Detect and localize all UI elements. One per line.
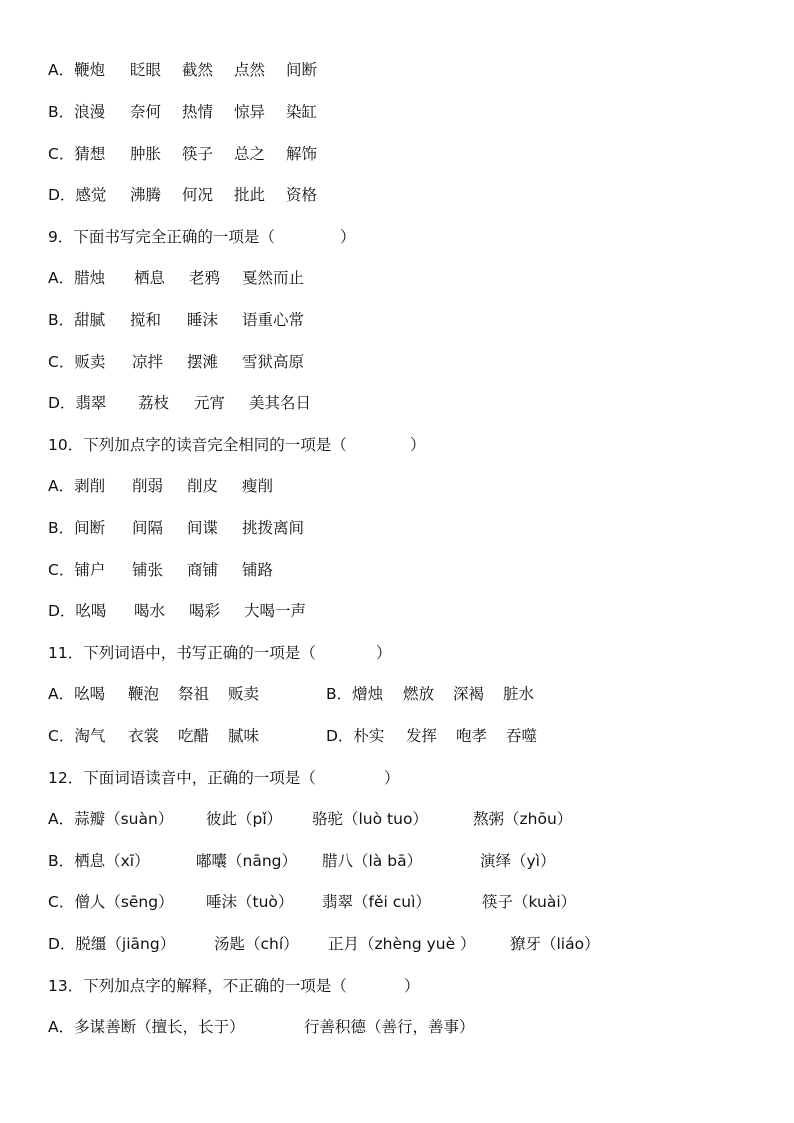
answer-blank-close: ）	[384, 769, 400, 787]
q9-option-d	[48, 390, 312, 416]
option-word: 大喝一声	[244, 602, 307, 620]
q13-option-a	[48, 1014, 475, 1040]
option-word: 间断	[286, 61, 318, 79]
option-word: 嘟囔（nāng）	[196, 852, 297, 870]
option-word: 筷子	[182, 145, 214, 163]
option-text: B．间断	[48, 519, 106, 537]
option-text: C．僧人（sēng）	[48, 893, 174, 911]
question-text: 9．下面书写完全正确的一项是（	[48, 228, 275, 246]
option-word: 削皮	[187, 477, 219, 495]
option-word: 喝彩	[189, 602, 221, 620]
option-word: 衣裳	[128, 727, 160, 745]
option-word: 间隔	[132, 519, 164, 537]
option-word: 铺路	[242, 561, 274, 579]
answer-blank-close: ）	[340, 228, 356, 246]
option-word: 老鸦	[189, 269, 221, 287]
option-text: A．蒜瓣（suàn）	[48, 810, 174, 828]
option-text: D．感觉	[48, 186, 107, 204]
q8-option-c	[48, 141, 318, 167]
option-word: 语重心常	[242, 311, 305, 329]
option-word: 商铺	[187, 561, 219, 579]
q10-option-d	[48, 598, 307, 624]
option-word: 美其名日	[249, 394, 312, 412]
q12-option-a	[48, 806, 573, 832]
option-word: 荔枝	[138, 394, 170, 412]
answer-blank-close: ）	[410, 436, 426, 454]
option-word: 削弱	[132, 477, 164, 495]
q11-options-cd	[48, 723, 538, 749]
option-word: 喝水	[134, 602, 166, 620]
option-word: 栖息	[134, 269, 166, 287]
option-word: 熬粥（zhōu）	[473, 810, 573, 828]
option-word: 贩卖	[228, 685, 260, 703]
option-text: D．脱缰（jiāng）	[48, 935, 176, 953]
q9-option-b	[48, 307, 305, 333]
answer-blank-close: ）	[404, 977, 420, 995]
question-text: 10．下列加点字的读音完全相同的一项是（	[48, 436, 347, 454]
option-word: 奈何	[130, 103, 162, 121]
option-word: 铺张	[132, 561, 164, 579]
option-word: 发挥	[406, 727, 438, 745]
option-text: C．铺户	[48, 561, 106, 579]
question-text: 12．下面词语读音中，正确的一项是（	[48, 769, 316, 787]
option-word: 骆驼（luò tuo）	[312, 810, 428, 828]
q9-stem	[48, 224, 356, 250]
option-word: 腊八（là bā）	[322, 852, 423, 870]
q12-stem	[48, 765, 400, 791]
q8-option-b	[48, 99, 318, 125]
q8-option-a	[48, 57, 318, 83]
option-text: B．熷烛	[326, 685, 384, 703]
q11-options-ab	[48, 681, 535, 707]
answer-blank-close: ）	[376, 644, 392, 662]
q10-stem	[48, 432, 426, 458]
option-word: 祭祖	[178, 685, 210, 703]
option-word: 沸腾	[130, 186, 162, 204]
option-text: D．翡翠	[48, 394, 107, 412]
option-word: 摆滩	[187, 353, 219, 371]
q12-option-b	[48, 848, 556, 874]
option-word: 脏水	[503, 685, 535, 703]
option-word: 翡翠（fěi cuì）	[322, 893, 431, 911]
option-word: 资格	[286, 186, 318, 204]
q12-option-d	[48, 931, 600, 957]
option-text: C．猜想	[48, 145, 106, 163]
option-word: 汤匙（chí）	[214, 935, 299, 953]
option-text: C．贩卖	[48, 353, 106, 371]
option-word: 挑拨离间	[242, 519, 305, 537]
q13-stem	[48, 973, 420, 999]
option-word: 染缸	[286, 103, 318, 121]
option-word: 凉拌	[132, 353, 164, 371]
option-text: A．剥削	[48, 477, 106, 495]
option-word: 眨眼	[130, 61, 162, 79]
option-word: 戛然而止	[242, 269, 305, 287]
option-word: 咆孝	[456, 727, 488, 745]
q10-option-b	[48, 515, 305, 541]
option-text: D．朴实	[326, 727, 385, 745]
option-text: B．栖息（xī）	[48, 852, 150, 870]
question-text: 11．下列词语中，书写正确的一项是（	[48, 644, 316, 662]
option-word: 元宵	[194, 394, 226, 412]
option-word: 行善积德（善行，善事）	[304, 1018, 475, 1036]
option-word: 吞噬	[506, 727, 538, 745]
option-word: 截然	[182, 61, 214, 79]
q9-option-a	[48, 265, 305, 291]
q10-option-c	[48, 557, 274, 583]
option-word: 腻味	[228, 727, 260, 745]
q11-stem	[48, 640, 392, 666]
option-word: 正月（zhèng yuè ）	[328, 935, 476, 953]
q8-option-d	[48, 182, 318, 208]
option-word: 搅和	[130, 311, 162, 329]
option-word: 深褐	[453, 685, 485, 703]
option-word: 唾沫（tuò）	[206, 893, 294, 911]
option-word: 何况	[182, 186, 214, 204]
option-word: 点然	[234, 61, 266, 79]
q10-option-a	[48, 473, 274, 499]
q9-option-c	[48, 349, 305, 375]
option-text: B．浪漫	[48, 103, 106, 121]
option-word: 演绎（yì）	[480, 852, 556, 870]
option-word: 獠牙（liáo）	[510, 935, 600, 953]
option-text: B．甜腻	[48, 311, 106, 329]
option-word: 筷子（kuài）	[482, 893, 577, 911]
option-text: A．鞭炮	[48, 61, 106, 79]
option-word: 彼此（pǐ）	[206, 810, 283, 828]
option-word: 肿胀	[130, 145, 162, 163]
option-word: 吃醋	[178, 727, 210, 745]
question-text: 13．下列加点字的解释，不正确的一项是（	[48, 977, 347, 995]
option-text: D．吆喝	[48, 602, 107, 620]
option-word: 总之	[234, 145, 266, 163]
option-word: 热情	[182, 103, 214, 121]
option-word: 间谍	[187, 519, 219, 537]
option-text: A．吆喝	[48, 685, 106, 703]
option-text: A．腊烛	[48, 269, 106, 287]
option-word: 燃放	[403, 685, 435, 703]
option-text: A．多谋善断（擅长，长于）	[48, 1018, 245, 1036]
option-word: 睡沫	[187, 311, 219, 329]
option-word: 瘦削	[242, 477, 274, 495]
option-text: C．淘气	[48, 727, 106, 745]
option-word: 鞭泡	[128, 685, 160, 703]
option-word: 批此	[234, 186, 266, 204]
option-word: 解饰	[286, 145, 318, 163]
option-word: 惊异	[234, 103, 266, 121]
option-word: 雪狱高原	[242, 353, 305, 371]
q12-option-c	[48, 889, 577, 915]
